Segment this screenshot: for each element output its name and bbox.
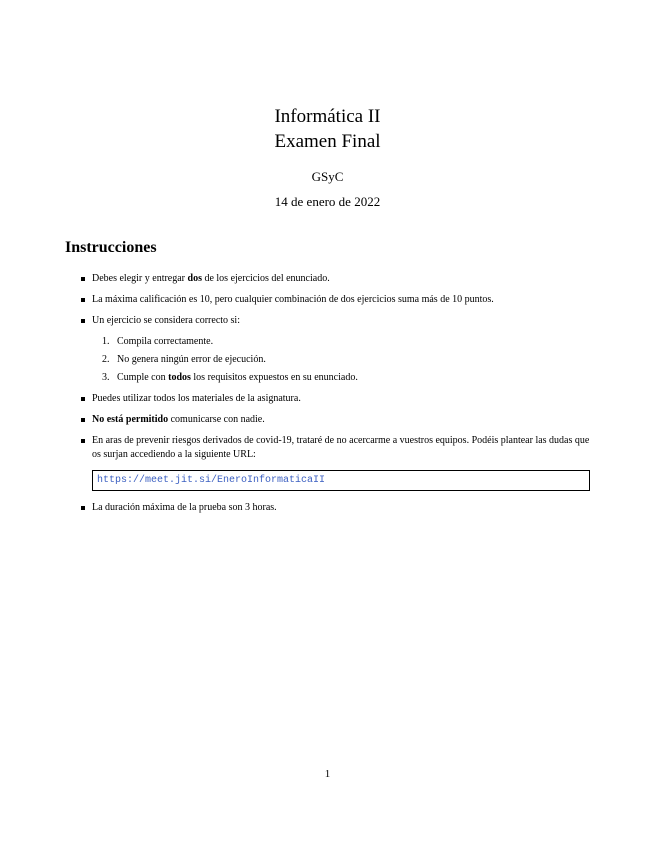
instructions-list [65, 272, 590, 522]
item-text: de los ejercicios del enunciado. [201, 273, 330, 284]
bullet-icon [81, 397, 85, 401]
numbered-item [92, 353, 590, 367]
document-title-line-2: Examen Final [274, 131, 381, 152]
bullet-icon [81, 298, 85, 302]
bullet-icon [81, 506, 85, 510]
criteria-list [92, 335, 590, 385]
item-number: 1. [102, 336, 110, 347]
page-number: 1 [324, 768, 331, 780]
bullet-icon [81, 418, 85, 422]
section-heading: Instrucciones [65, 239, 157, 256]
list-item [65, 314, 590, 385]
list-item [65, 413, 590, 427]
item-text: los requisitos expuestos en su enunciado. [190, 372, 358, 383]
item-text: La máxima calificación es 10, pero cualquier combinación de dos ejercicios suma más de 10 puntos. [92, 294, 494, 305]
numbered-item [92, 371, 590, 385]
item-text: La duración máxima de la prueba son 3 horas. [92, 502, 277, 513]
item-number: 2. [102, 354, 110, 365]
item-text: Cumple con [117, 372, 169, 383]
list-item [65, 293, 590, 307]
list-item [65, 392, 590, 406]
item-bold-text: No está permitido [92, 414, 169, 425]
list-item [65, 501, 590, 515]
item-text: Compila correctamente. [117, 336, 214, 347]
bullet-icon [81, 319, 85, 323]
bullet-icon [81, 439, 85, 443]
item-text: Debes elegir y entregar [92, 273, 188, 284]
item-number: 3. [102, 372, 110, 383]
numbered-item [92, 335, 590, 349]
document-title-line-1: Informática II [274, 106, 381, 127]
list-item [65, 434, 590, 462]
item-text: No genera ningún error de ejecución. [117, 354, 266, 365]
meeting-url-box [92, 470, 590, 491]
item-bold-text: dos [187, 273, 202, 284]
item-text: Puedes utilizar todos los materiales de la asignatura. [92, 393, 301, 404]
author: GSyC [311, 169, 344, 184]
item-text: comunicarse con nadie. [168, 414, 265, 425]
item-bold-text: todos [168, 372, 191, 383]
item-text: Un ejercicio se considera correcto si: [92, 315, 240, 326]
list-item [65, 272, 590, 286]
title-block [0, 104, 655, 210]
item-text: En aras de prevenir riesgos derivados de covid-19, trataré de no acercarme a vuestros equipos. Podéis plantear las dudas que os surjan accediendo a la siguiente URL: [92, 435, 590, 460]
date: 14 de enero de 2022 [274, 194, 381, 209]
bullet-icon [81, 277, 85, 281]
meeting-url-link[interactable]: https://meet.jit.si/EneroInformaticaII [97, 474, 326, 486]
